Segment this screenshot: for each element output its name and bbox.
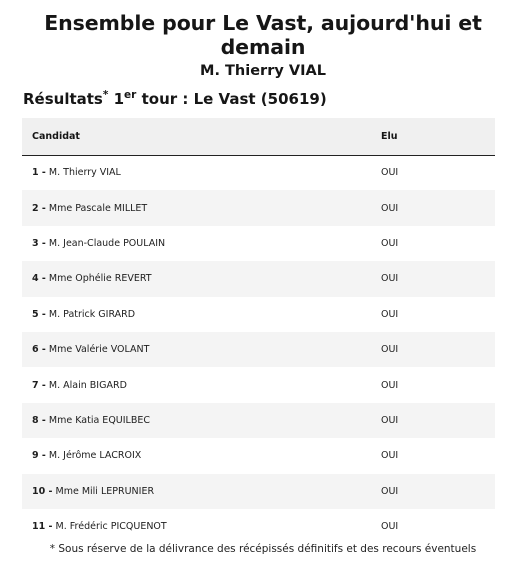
- table-row: [22, 155, 495, 190]
- table-row: [22, 367, 495, 402]
- candidate-cell: [22, 403, 371, 438]
- candidate-name: M. Jérôme LACROIX: [48, 450, 142, 462]
- elected-cell: OUI: [381, 167, 399, 179]
- table-row: [22, 297, 495, 332]
- candidate-number: 8 -: [32, 414, 46, 426]
- results-heading-prefix: Résultats: [23, 90, 103, 108]
- results-heading-rest: tour : Le Vast (50619): [141, 90, 327, 108]
- table-row: [22, 332, 495, 367]
- candidate-name: Mme Mili LEPRUNIER: [55, 485, 155, 497]
- table-row: [22, 438, 495, 473]
- elected-cell: OUI: [381, 414, 399, 426]
- candidate-cell: [22, 332, 371, 367]
- table-row: [22, 474, 495, 509]
- candidate-number: 6 -: [32, 344, 46, 356]
- elected-cell: OUI: [381, 450, 399, 462]
- elected-cell: OUI: [381, 308, 399, 320]
- candidate-number: 4 -: [32, 273, 46, 285]
- candidate-cell: [22, 261, 371, 296]
- table-row: [22, 190, 495, 225]
- candidate-name: Mme Pascale MILLET: [48, 202, 148, 214]
- footnote: * Sous réserve de la délivrance des récépissés définitifs et des recours éventuels: [49, 543, 477, 555]
- candidate-number: 9 -: [32, 450, 46, 462]
- elected-cell: OUI: [381, 344, 399, 356]
- candidate-cell: [22, 438, 371, 473]
- candidate-cell: [22, 190, 371, 225]
- candidate-number: 7 -: [32, 379, 46, 391]
- candidate-number: 1 -: [32, 167, 46, 179]
- candidate-cell: [22, 509, 371, 544]
- candidate-number: 3 -: [32, 237, 46, 249]
- table-header-row: [22, 118, 495, 155]
- candidate-name: Mme Valérie VOLANT: [48, 344, 150, 356]
- candidate-name: M. Thierry VIAL: [48, 167, 121, 179]
- round-suffix: er: [124, 89, 137, 101]
- candidate-cell: [22, 474, 371, 509]
- candidate-name: M. Jean-Claude POULAIN: [48, 237, 166, 249]
- column-header-elected: Elu: [371, 118, 495, 155]
- list-title: Ensemble pour Le Vast, aujourd'hui et demain: [44, 11, 482, 59]
- results-table: [22, 118, 495, 544]
- head-candidate-name: M. Thierry VIAL: [200, 63, 326, 79]
- round-number: 1: [113, 90, 125, 108]
- table-row: [22, 261, 495, 296]
- candidate-name: M. Alain BIGARD: [48, 379, 127, 391]
- results-table-body: [22, 155, 495, 544]
- candidate-number: 10 -: [32, 485, 53, 497]
- candidate-name: Mme Katia EQUILBEC: [48, 414, 150, 426]
- candidate-cell: [22, 367, 371, 402]
- elected-cell: OUI: [381, 485, 399, 497]
- candidate-name: M. Frédéric PICQUENOT: [55, 521, 167, 533]
- elected-cell: OUI: [381, 379, 399, 391]
- candidate-cell: [22, 297, 371, 332]
- table-row: [22, 226, 495, 261]
- elected-cell: OUI: [381, 202, 399, 214]
- candidate-name: Mme Ophélie REVERT: [48, 273, 152, 285]
- candidate-cell: [22, 155, 371, 190]
- candidate-number: 5 -: [32, 308, 46, 320]
- candidate-cell: [22, 226, 371, 261]
- results-heading: [23, 89, 327, 109]
- elected-cell: OUI: [381, 521, 399, 533]
- table-row: [22, 403, 495, 438]
- elected-cell: OUI: [381, 273, 399, 285]
- column-header-candidate: Candidat: [22, 118, 371, 155]
- candidate-name: M. Patrick GIRARD: [48, 308, 136, 320]
- results-asterisk: *: [102, 89, 109, 101]
- elected-cell: OUI: [381, 237, 399, 249]
- table-row: [22, 509, 495, 544]
- candidate-number: 2 -: [32, 202, 46, 214]
- candidate-number: 11 -: [32, 521, 53, 533]
